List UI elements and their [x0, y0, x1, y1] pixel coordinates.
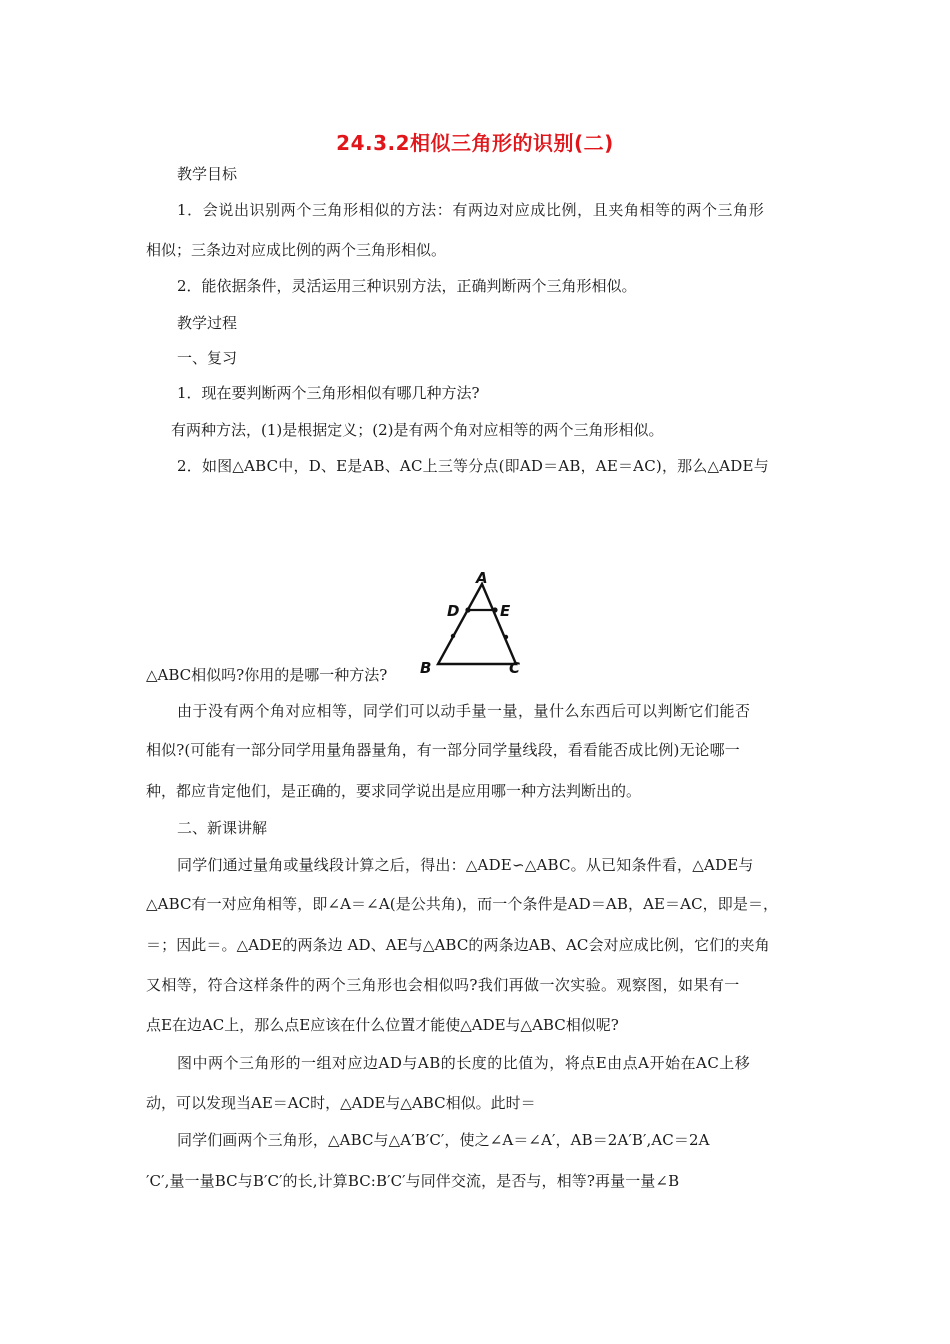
- paragraph-line: 又相等，符合这样条件的两个三角形也会相似吗?我们再做一次实验。观察图，如果有一: [146, 976, 740, 994]
- section-heading-process: 教学过程: [177, 314, 238, 332]
- point-d: [465, 607, 470, 612]
- paragraph-line: △ABC相似吗?你用的是哪一种方法?: [146, 666, 388, 684]
- triangle-abc: [438, 584, 516, 664]
- label-e: E: [500, 602, 511, 620]
- paragraph-line: 2．能依据条件，灵活运用三种识别方法，正确判断两个三角形相似。: [177, 277, 637, 295]
- trisection-point: [451, 634, 455, 638]
- section-heading-goals: 教学目标: [177, 165, 238, 183]
- section-heading-new-lesson: 二、新课讲解: [177, 819, 268, 837]
- paragraph-line: 有两种方法，(1)是根据定义；(2)是有两个角对应相等的两个三角形相似。: [171, 421, 664, 439]
- paragraph-line: 点E在边AC上，那么点E应该在什么位置才能使△ADE与△ABC相似呢?: [146, 1016, 619, 1034]
- triangle-figure: [408, 566, 528, 678]
- label-c: C: [509, 659, 521, 677]
- paragraph-line: 种，都应肯定他们，是正确的，要求同学说出是应用哪一种方法判断出的。: [146, 782, 642, 800]
- label-a: A: [476, 569, 488, 587]
- paragraph-line: 1．会说出识别两个三角形相似的方法：有两边对应成比例，且夹角相等的两个三角形: [177, 201, 765, 219]
- paragraph-line: 相似?(可能有一部分同学用量角器量角，有一部分同学量线段，看看能否成比例)无论哪一: [146, 741, 740, 759]
- section-heading-review: 一、复习: [177, 349, 238, 367]
- label-b: B: [420, 659, 432, 677]
- paragraph-line: 同学们画两个三角形，△ABC与△A′B′C′，使之∠A＝∠A′，AB＝2A′B′,AC＝2A: [177, 1131, 710, 1149]
- paragraph-line: 同学们通过量角或量线段计算之后，得出：△ADE∽△ABC。从已知条件看，△ADE与: [177, 856, 754, 874]
- trisection-point: [504, 635, 508, 639]
- paragraph-line: 图中两个三角形的一组对应边AD与AB的长度的比值为，将点E由点A开始在AC上移: [177, 1054, 751, 1072]
- paragraph-line: ＝；因此＝。△ADE的两条边 AD、AE与△ABC的两条边AB、AC会对应成比例，它们的夹角: [146, 936, 770, 954]
- paragraph-line: 动，可以发现当AE＝AC时，△ADE与△ABC相似。此时＝: [146, 1094, 536, 1112]
- paragraph-line: 2．如图△ABC中，D、E是AB、AC上三等分点(即AD＝AB，AE＝AC)，那么△ADE与: [177, 457, 769, 475]
- triangle-diagram: [408, 566, 528, 678]
- paragraph-line: △ABC有一对应角相等，即∠A＝∠A(是公共角)，而一个条件是AD＝AB，AE＝AC，即是＝，: [146, 895, 779, 913]
- document-title: 24.3.2相似三角形的识别(二): [336, 131, 614, 155]
- paragraph-line: 1．现在要判断两个三角形相似有哪几种方法?: [177, 384, 480, 402]
- paragraph-line: 相似；三条边对应成比例的两个三角形相似。: [146, 241, 447, 259]
- paragraph-line: ′C′,量一量BC与B′C′的长,计算BC:B′C′与同伴交流，是否与，相等?再量一量∠B: [146, 1172, 680, 1190]
- paragraph-line: 由于没有两个角对应相等，同学们可以动手量一量，量什么东西后可以判断它们能否: [177, 702, 751, 720]
- point-e: [492, 607, 497, 612]
- label-d: D: [447, 602, 460, 620]
